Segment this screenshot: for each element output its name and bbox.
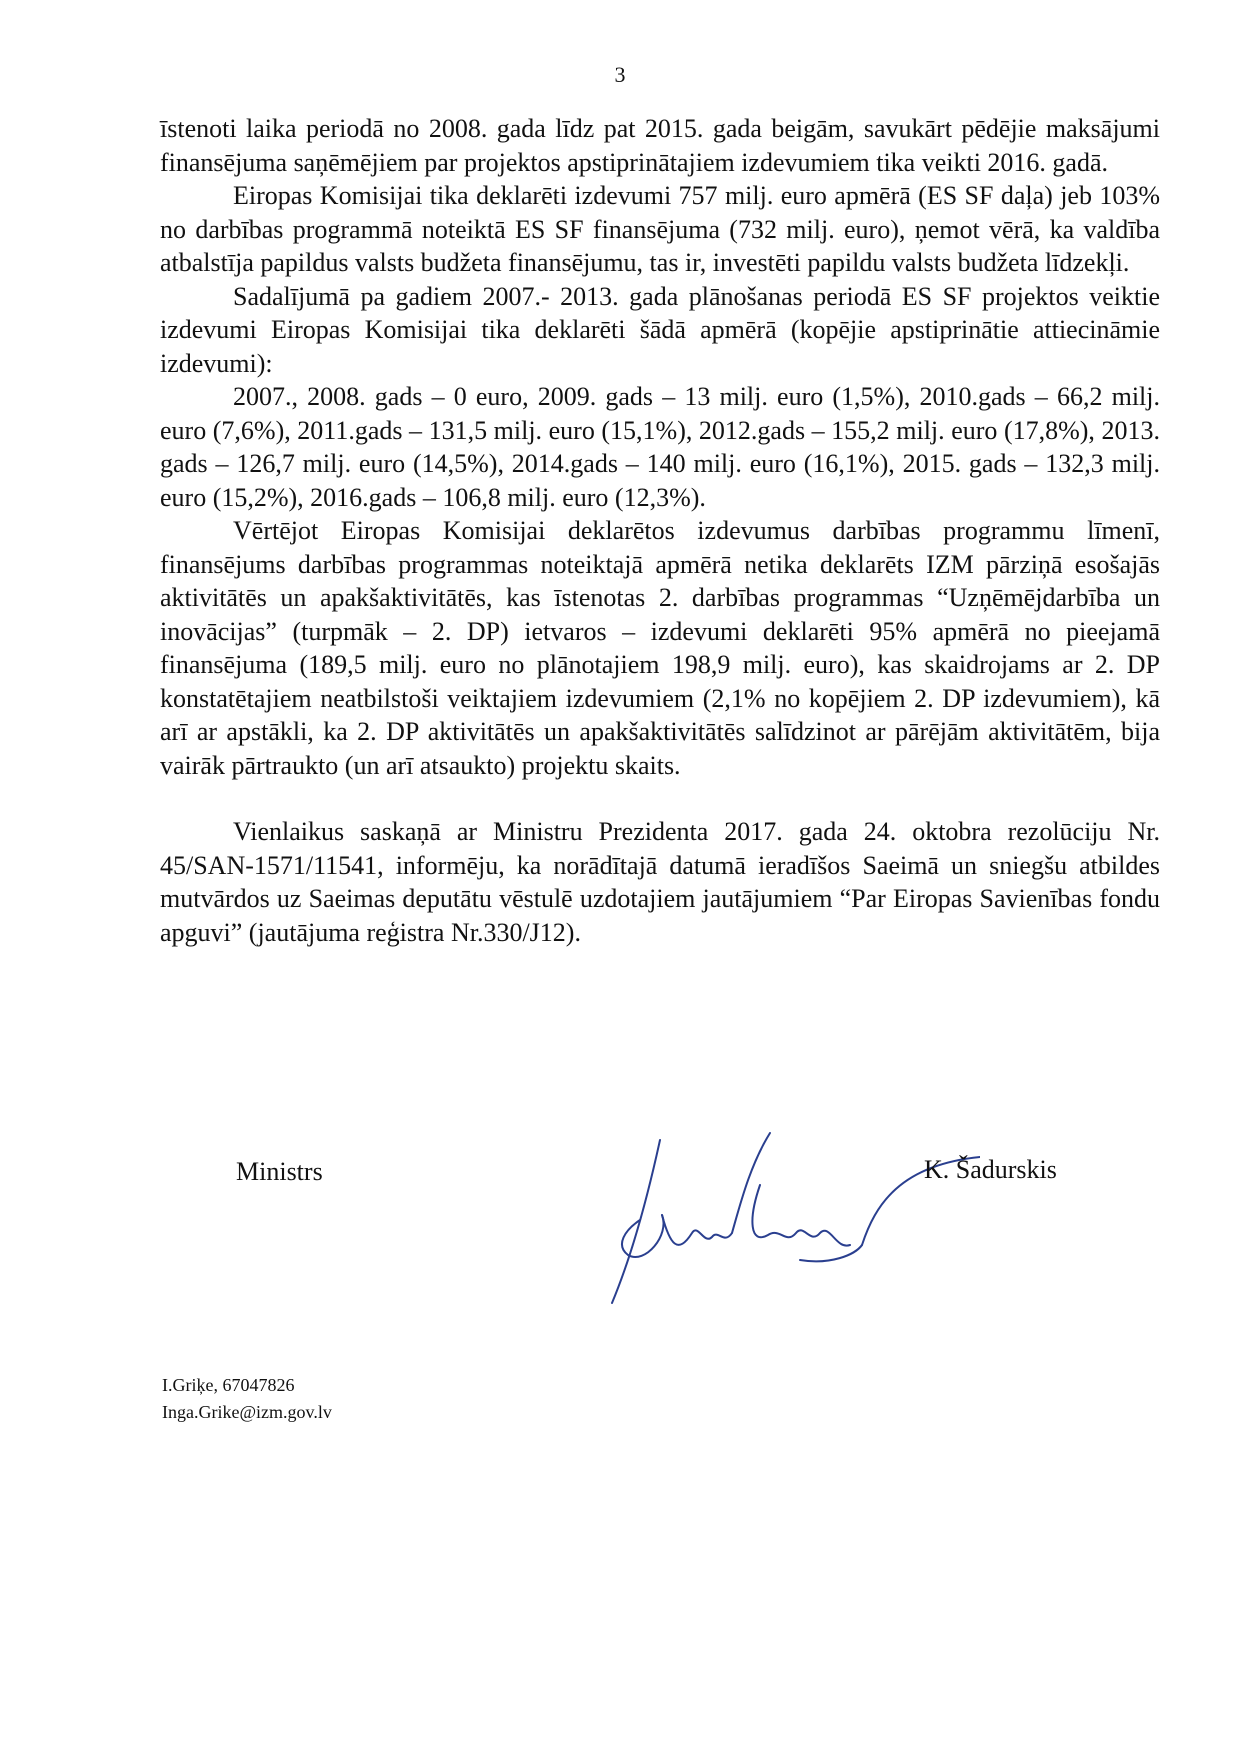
paragraph-resolution: Vienlaikus saskaņā ar Ministru Prezidenta 2017. gada 24. oktobra rezolūciju Nr. 45/SAN-1571/11541, informēju, ka norādītajā datumā ieradīšos Saeimā un sniegšu atbildes mutvārdos uz Saeimas deputātu vēstulē uzdotajiem jautājumiem “Par Eiropas Savienības fondu apguvi” (jautājuma reģistra Nr.330/J12). [160, 817, 1160, 947]
contact-person: I.Griķe, 67047826 [162, 1375, 295, 1395]
letter-body [160, 112, 1160, 949]
signatory-name: K. Šadurskis [924, 1155, 1057, 1184]
page-number: 3 [614, 62, 626, 87]
paragraph-programme-assessment: Vērtējot Eiropas Komisijai deklarētos izdevumus darbības programmu līmenī, finansējums darbības programmas noteiktajā apmērā netika deklarēts IZM pārziņā esošajās aktivitātēs un apakšaktivitātēs, kas īstenotas 2. darbības programmas “Uzņēmējdarbība un inovācijas” (turpmāk – 2. DP) ietvaros – izdevumi deklarēti 95% apmērā no pieejamā finansējuma (189,5 milj. euro no plānotajiem 198,9 milj. euro), kas skaidrojams ar 2. DP konstatētajiem neatbilstoši veiktajiem izdevumiem (2,1% no kopējiem 2. DP izdevumiem), kā arī ar apstākli, ka 2. DP aktivitātēs un apakšaktivitātēs salīdzinot ar pārējām aktivitātēm, bija vairāk pārtraukto (un arī atsaukto) projektu skaits. [160, 516, 1160, 780]
paragraph-breakdown-intro: Sadalījumā pa gadiem 2007.- 2013. gada plānošanas periodā ES SF projektos veiktie izdevumi Eiropas Komisijai tika deklarēti šādā apmērā (kopējie apstiprinātie attiecināmie izdevumi): [160, 281, 1160, 378]
signature-block [0, 1145, 1240, 1265]
paragraph-continuation: īstenoti laika periodā no 2008. gada līdz pat 2015. gada beigām, savukārt pēdējie maksājumi finansējuma saņēmējiem par projektos apstiprinātajiem izdevumiem tika veikti 2016. gadā. [160, 114, 1160, 177]
contact-email: Inga.Grike@izm.gov.lv [162, 1402, 332, 1422]
paragraph-declared-expenses: Eiropas Komisijai tika deklarēti izdevumi 757 milj. euro apmērā (ES SF daļa) jeb 103% no darbības programmā noteiktā ES SF finansējuma (732 milj. euro), ņemot vērā, ka valdība atbalstīja papildus valsts budžeta finansējumu, tas ir, investēti papildu valsts budžeta līdzekļi. [160, 181, 1160, 277]
signatory-title: Ministrs [236, 1157, 323, 1186]
paragraph-yearly-breakdown: 2007., 2008. gads – 0 euro, 2009. gads – 13 milj. euro (1,5%), 2010.gads – 66,2 milj. euro (7,6%), 2011.gads – 131,5 milj. euro (15,1%), 2012.gads – 155,2 milj. euro (17,8%), 2013. gads – 126,7 milj. euro (14,5%), 2014.gads – 140 milj. euro (16,1%), 2015. gads – 132,3 milj. euro (15,2%), 2016.gads – 106,8 milj. euro (12,3%). [160, 382, 1160, 512]
contact-info [162, 1372, 332, 1426]
handwritten-signature [600, 1105, 980, 1305]
